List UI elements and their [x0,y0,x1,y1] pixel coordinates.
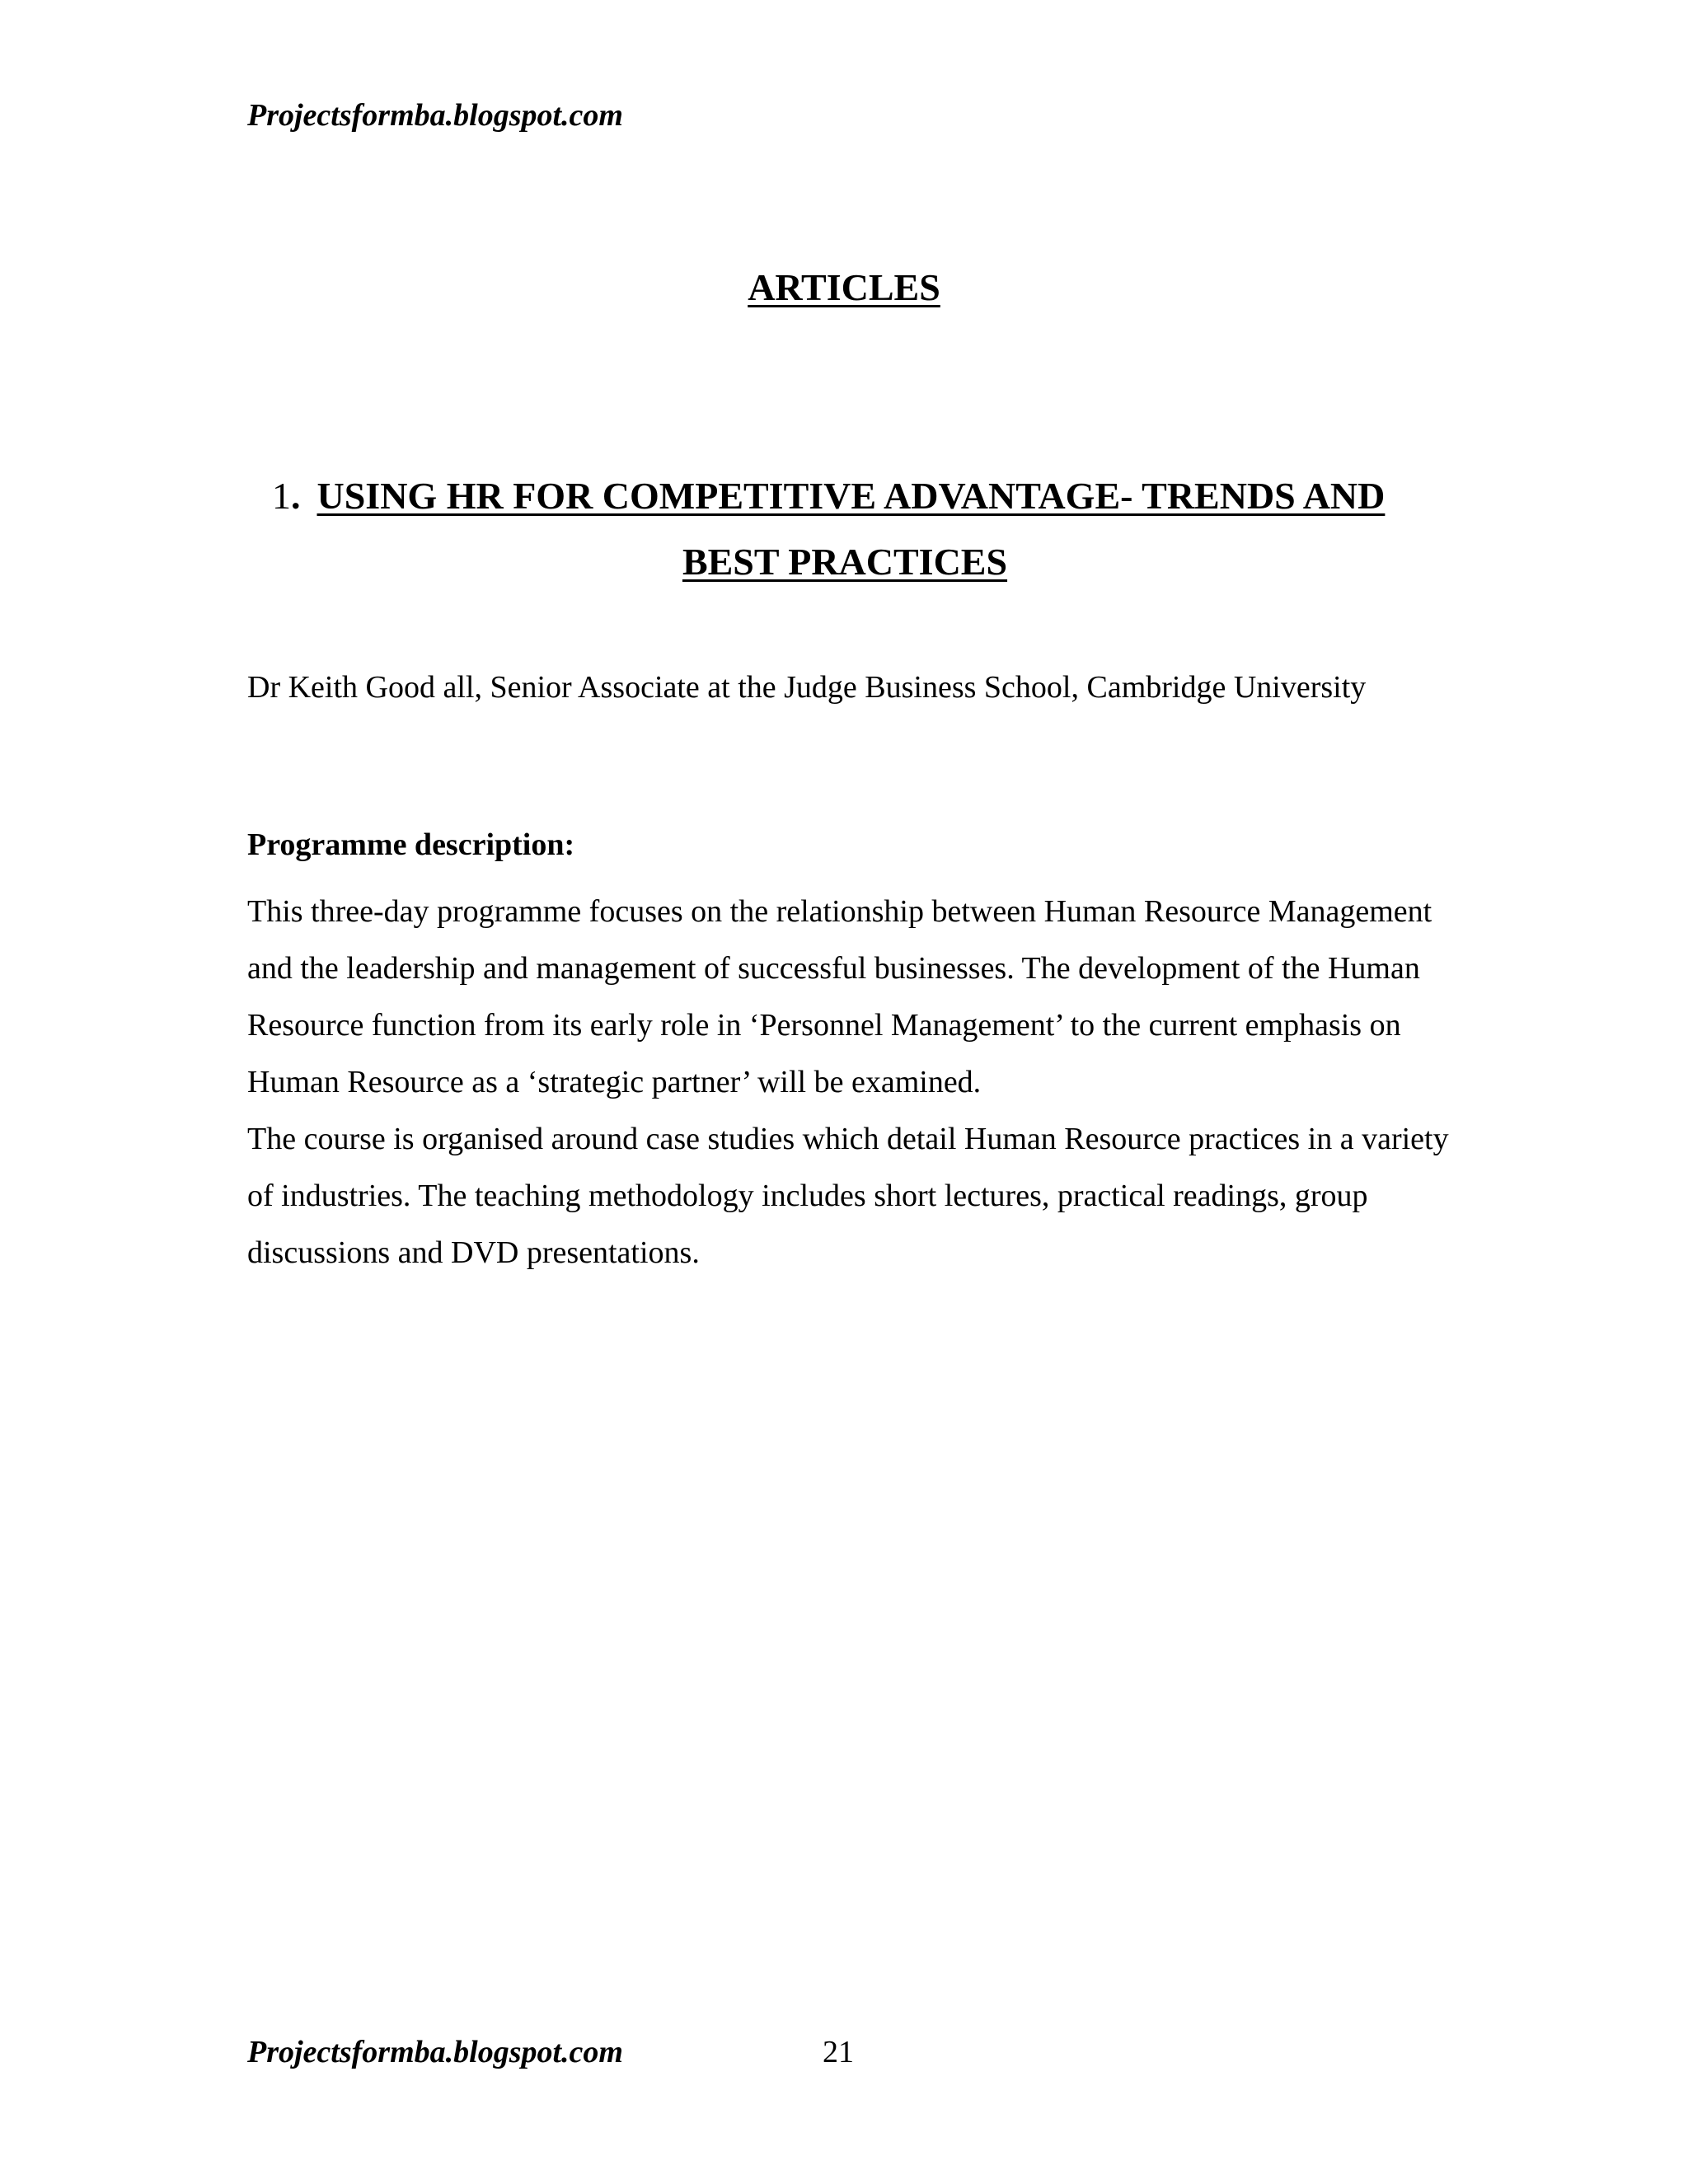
section-title: ARTICLES [748,266,940,308]
article-author: Dr Keith Good all, Senior Associate at the Judge Business School, Cambridge University [247,670,1367,705]
programme-description-label: Programme description: [247,827,575,862]
article-number-suffix: . [291,475,301,517]
article-number: 1 [272,475,291,517]
article-title-line-1: USING HR FOR COMPETITIVE ADVANTAGE- TRENDS AND [316,475,1386,517]
footer-site-name: Projectsformba.blogspot.com [247,2035,623,2069]
article-heading [272,463,1442,595]
article-heading-line-2 [0,529,1418,595]
header-site-name: Projectsformba.blogspot.com [247,98,623,133]
description-paragraph-2: The course is organised around case studies which detail Human Resource practices in a variety of industries. The teaching methodology includes short lectures, practical readings, group discussions and DVD presentations. [247,1122,1449,1270]
description-paragraph-1: This three-day programme focuses on the relationship between Human Resource Management and the leadership and management of successful businesses. The development of the Human Resource function from its early role in ‘Personnel Management’ to the current emphasis on Human Resource as a ‘strategic partner’ will be examined. [247,894,1432,1099]
page-number: 21 [823,2035,854,2069]
programme-description-body [247,883,1467,1282]
article-heading-line-1 [272,463,1442,529]
article-title-line-2: BEST PRACTICES [682,541,1008,583]
